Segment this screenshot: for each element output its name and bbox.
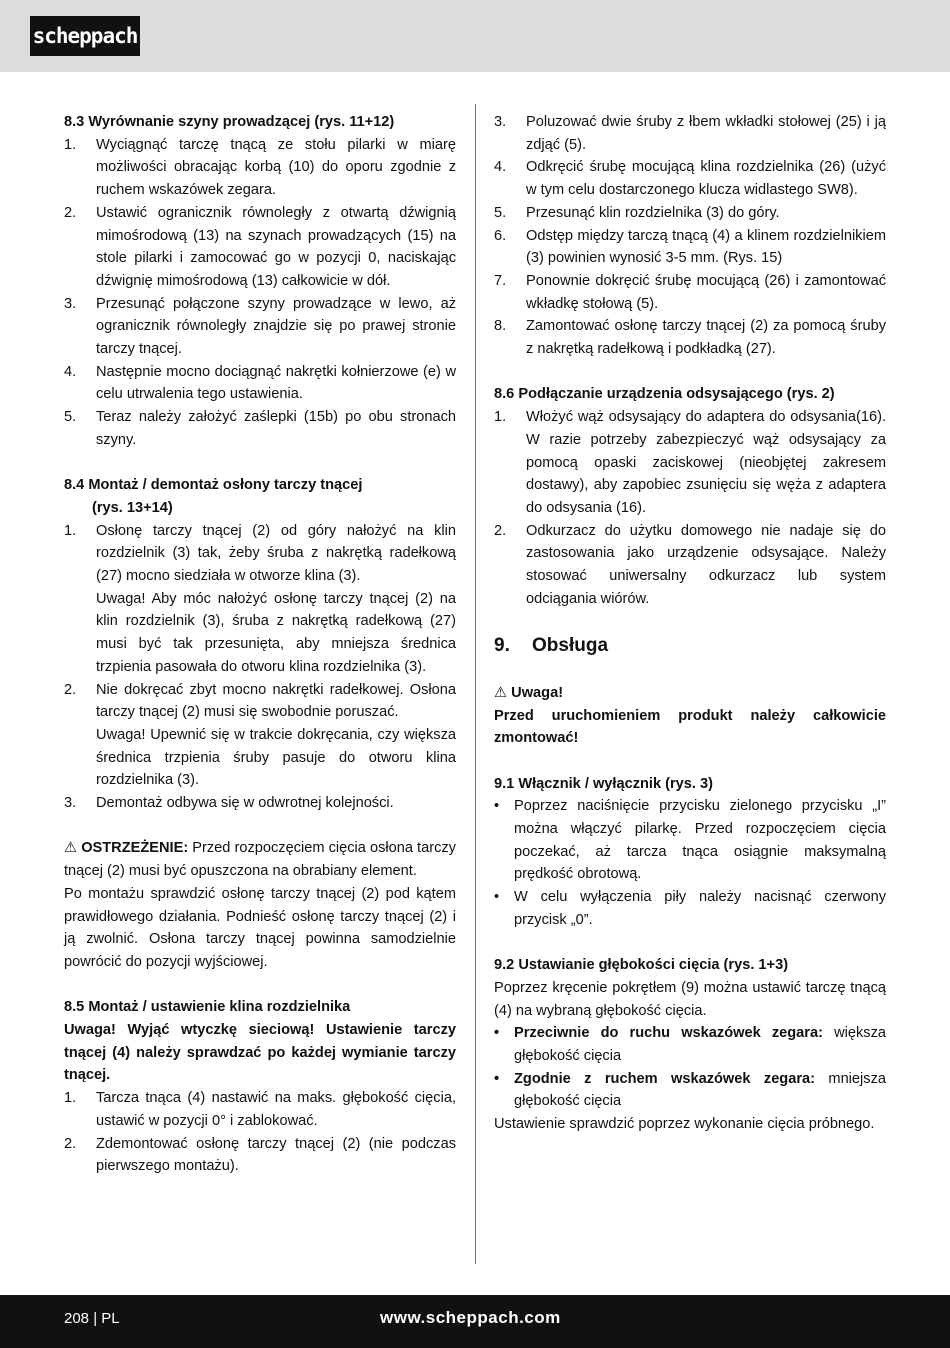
section-9-2-outro: Ustawienie sprawdzić poprzez wykonanie cięcia próbnego. xyxy=(494,1116,875,1133)
section-8-3-heading: 8.3 Wyrównanie szyny prowadzącej (rys. 11+12) xyxy=(64,114,395,130)
list-item: 1. Włożyć wąż odsysający do adaptera do odsysania(16). W razie potrzeby zabezpieczyć wąż odsysający za pomocą opaski zaciskowej (nieobjętej zakresem dostawy), aby zapobiec zsunięciu się węża z adaptera do odsysania (16). xyxy=(494,409,886,516)
section-9-2-intro: Poprzez kręcenie pokrętłem (9) można ustawić tarczę tnącą (4) na wybraną głębokość cięcia. xyxy=(494,979,886,1019)
section-9-2-heading: 9.2 Ustawianie głębokości cięcia (rys. 1+3) xyxy=(494,957,789,974)
list-item: 3. Poluzować dwie śruby z łbem wkładki stołowej (25) i ją zdjąć (5). xyxy=(494,114,886,153)
bullet-item: • Poprzez naciśnięcie przycisku zielonego przycisku „I” można włączyć pilarkę. Przed rozpoczęciem cięcia poczekać, aż tarcza tnąca osiągnie maksymalną prędkość obrotową. xyxy=(494,798,886,883)
page-header xyxy=(0,0,950,72)
left-column xyxy=(64,111,456,1178)
list-item: 4. Następnie mocno dociągnąć nakrętki kołnierzowe (e) w celu utrwalenia tego ustawienia. xyxy=(64,363,456,403)
list-item: 3. Demontaż odbywa się w odwrotnej kolejności. xyxy=(64,795,394,812)
website-link: www.scheppach.com xyxy=(380,1308,561,1327)
section-8-6-heading: 8.6 Podłączanie urządzenia odsysającego (rys. 2) xyxy=(494,386,835,403)
list-item: 2. Zdemontować osłonę tarczy tnącej (2) (nie podczas pierwszego montażu). xyxy=(64,1135,456,1175)
section-8-5-heading: 8.5 Montaż / ustawienie klina rozdzielnika xyxy=(64,999,351,1016)
column-divider xyxy=(475,104,476,1264)
bullet-item: • Zgodnie z ruchem wskazówek zegara: mniejsza głębokość cięcia xyxy=(494,1070,886,1110)
list-item: 5. Przesunąć klin rozdzielnika (3) do góry. xyxy=(494,204,780,221)
chapter-9-heading: 9. Obsługa xyxy=(494,635,609,657)
list-item: 3. Przesunąć połączone szyny prowadzące w lewo, aż ogranicznik równoległy znajdzie się po prawej stronie tarczy tnącej. xyxy=(64,295,456,358)
page-footer xyxy=(0,1295,950,1348)
warning-paragraph-2: Po montażu sprawdzić osłonę tarczy tnącej (2) pod kątem prawidłowego działania. Podnieść osłonę tarczy tnącej (2) i ją zwolnić. Osłona tarczy tnącej powinna samodzielnie powrócić do pozycji wyjściowej. xyxy=(64,885,456,970)
section-8-4-heading: 8.4 Montaż / demontaż osłony tarczy tnącej xyxy=(64,477,363,494)
section-8-5-caution: Uwaga! Wyjąć wtyczkę sieciową! Ustawienie tarczy tnącej (4) należy sprawdzać po każdej wymianie tarczy tnącej. xyxy=(64,1022,456,1084)
list-item: 5. Teraz należy założyć zaślepki (15b) po obu stronach szyny. xyxy=(64,409,456,448)
list-item: 4. Odkręcić śrubę mocującą klina rozdzielnika (26) (użyć w tym celu dostarczonego klucza widlastego SW8). xyxy=(494,159,886,199)
list-item: 1. Tarcza tnąca (4) nastawić na maks. głębokość cięcia, ustawić w pozycji 0° i zablokować. xyxy=(64,1090,456,1129)
bullet-item: • Przeciwnie do ruchu wskazówek zegara: większa głębokość cięcia xyxy=(494,1025,886,1065)
list-item: 6. Odstęp między tarczą tnącą (4) a klinem rozdzielnikiem (3) powinien wynosić 3-5 mm. (Rys. 15) xyxy=(494,227,886,267)
list-item: 1. Wyciągnąć tarczę tnącą ze stołu pilarki w miarę możliwości obracając korbą (10) do oporu zgodnie z ruchem wskazówek zegara. xyxy=(64,136,456,199)
caution-text: Przed uruchomieniem produkt należy całkowicie zmontować! xyxy=(494,707,886,747)
list-item: 2. Odkurzacz do użytku domowego nie nadaje się do zastosowania jako urządzenie odsysające. Należy stosować uniwersalny odkurzacz lub system odciągania wiórów. xyxy=(494,522,886,607)
note-text: Uwaga! Upewnić się w trakcie dokręcania, czy większa średnica trzpienia śruby pasuje do otworu klina rozdzielnika (3). xyxy=(96,726,456,789)
warning-icon: ⚠ xyxy=(494,684,508,701)
bullet-item: • W celu wyłączenia piły należy nacisnąć czerwony przycisk „0”. xyxy=(494,889,886,928)
warning-label: OSTRZEŻENIE: xyxy=(81,840,189,857)
note-text: Uwaga! Aby móc nałożyć osłonę tarczy tnącej (2) na klin rozdzielnik (3), śruba z nakrętką radełkową (27) musi być tak przesunięta, aby mniejsza średnica trzpienia pasowała do otworu klina rozdzielnika (3). xyxy=(96,590,456,675)
list-item: 1. Osłonę tarczy tnącej (2) od góry nałożyć na klin rozdzielnik (3) tak, żeby śruba z nakrętką radełkową (27) mocno siedziała w otworze klina (3). xyxy=(64,522,456,585)
caution-heading: ⚠ Uwaga! xyxy=(494,684,564,701)
list-item: 2. Nie dokręcać zbyt mocno nakrętki radełkowej. Osłona tarczy tnącej (2) musi się swobodnie poruszać. xyxy=(64,681,456,721)
list-item: 7. Ponownie dokręcić śrubę mocującą (26) i zamontować wkładkę stołową (5). xyxy=(494,272,886,312)
right-column xyxy=(494,111,886,1136)
page-number: 208 | PL xyxy=(64,1310,120,1327)
list-item: 8. Zamontować osłonę tarczy tnącej (2) za pomocą śruby z nakrętką radełkową i podkładką (27). xyxy=(494,318,886,358)
scheppach-logo: scheppach xyxy=(30,16,140,56)
warning-icon: ⚠ xyxy=(64,840,78,857)
list-item: 2. Ustawić ogranicznik równoległy z otwartą dźwignią mimośrodową (13) na szynach prowadzących (15) na stole pilarki i zamocować go w pozycji 0, naciskając dźwignię mimośrodową (13) całkowicie w dół. xyxy=(64,204,456,289)
warning-paragraph: ⚠ OSTRZEŻENIE: Przed rozpoczęciem cięcia osłona tarczy tnącej (2) musi być opuszczona na obrabiany element. xyxy=(64,840,456,880)
section-9-1-heading: 9.1 Włącznik / wyłącznik (rys. 3) xyxy=(494,775,713,792)
section-8-4-heading-ref: (rys. 13+14) xyxy=(92,499,173,516)
